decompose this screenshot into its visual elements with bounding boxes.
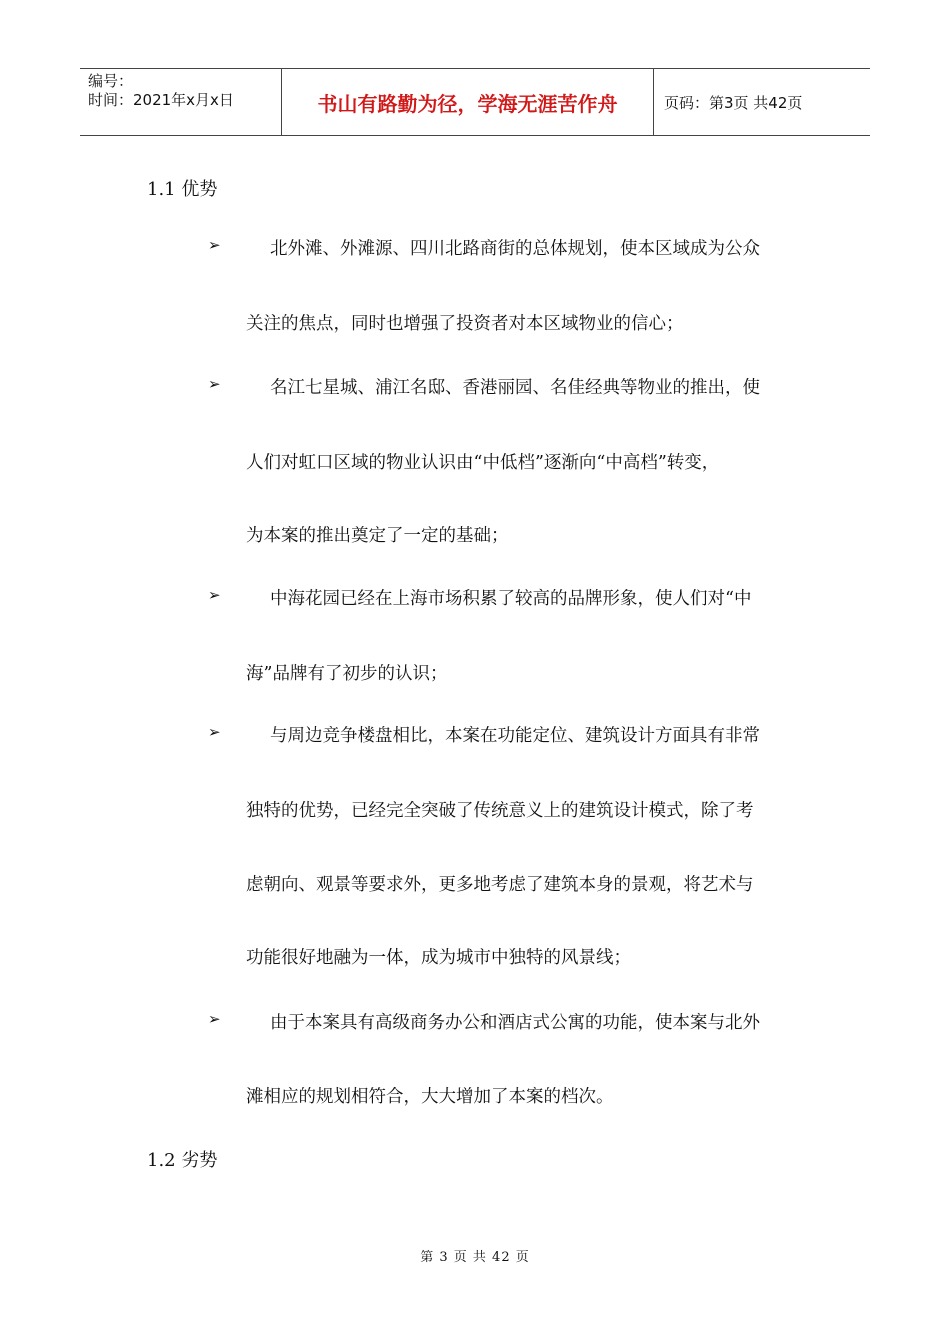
bullet-line: 名江七星城、浦江名邸、香港丽园、名佳经典等物业的推出，使 [270, 378, 760, 398]
bullet-line: 北外滩、外滩源、四川北路商街的总体规划，使本区域成为公众 [270, 239, 760, 259]
section-title-advantages: 1.1 优势 [147, 179, 218, 200]
bullet-line: 为本案的推出奠定了一定的基础； [246, 526, 509, 546]
bullet-line: 关注的焦点，同时也增强了投资者对本区域物业的信心； [246, 314, 684, 334]
header-page-number: 页码：第3页 共42页 [664, 93, 803, 112]
arrow-bullet-icon: ➢ [208, 586, 221, 604]
page-header [80, 68, 870, 136]
bullet-line: 独特的优势，已经完全突破了传统意义上的建筑设计模式，除了考 [246, 801, 754, 821]
header-motto: 书山有路勤为径，学海无涯苦作舟 [282, 69, 654, 135]
bullet-line: 海”品牌有了初步的认识； [246, 664, 448, 684]
section-title-disadvantages: 1.2 劣势 [147, 1150, 218, 1171]
bullet-line: 中海花园已经在上海市场积累了较高的品牌形象，使人们对“中 [270, 589, 752, 609]
header-meta [80, 69, 282, 135]
arrow-bullet-icon: ➢ [208, 1010, 221, 1028]
bullet-line: 虑朝向、观景等要求外，更多地考虑了建筑本身的景观，将艺术与 [246, 875, 754, 895]
arrow-bullet-icon: ➢ [208, 236, 221, 254]
arrow-bullet-icon: ➢ [208, 375, 221, 393]
doc-code-label: 编号： [88, 72, 134, 90]
bullet-line: 与周边竞争楼盘相比，本案在功能定位、建筑设计方面具有非常 [270, 726, 760, 746]
bullet-line: 滩相应的规划相符合，大大增加了本案的档次。 [246, 1087, 614, 1107]
doc-date-label: 时间：2021年x月x日 [88, 91, 234, 109]
bullet-line: 功能很好地融为一体，成为城市中独特的风景线； [246, 948, 631, 968]
page-footer: 第 3 页 共 42 页 [420, 1250, 530, 1265]
bullet-line: 人们对虹口区域的物业认识由“中低档”逐渐向“中高档”转变， [246, 453, 720, 473]
bullet-line: 由于本案具有高级商务办公和酒店式公寓的功能，使本案与北外 [270, 1013, 760, 1033]
arrow-bullet-icon: ➢ [208, 723, 221, 741]
